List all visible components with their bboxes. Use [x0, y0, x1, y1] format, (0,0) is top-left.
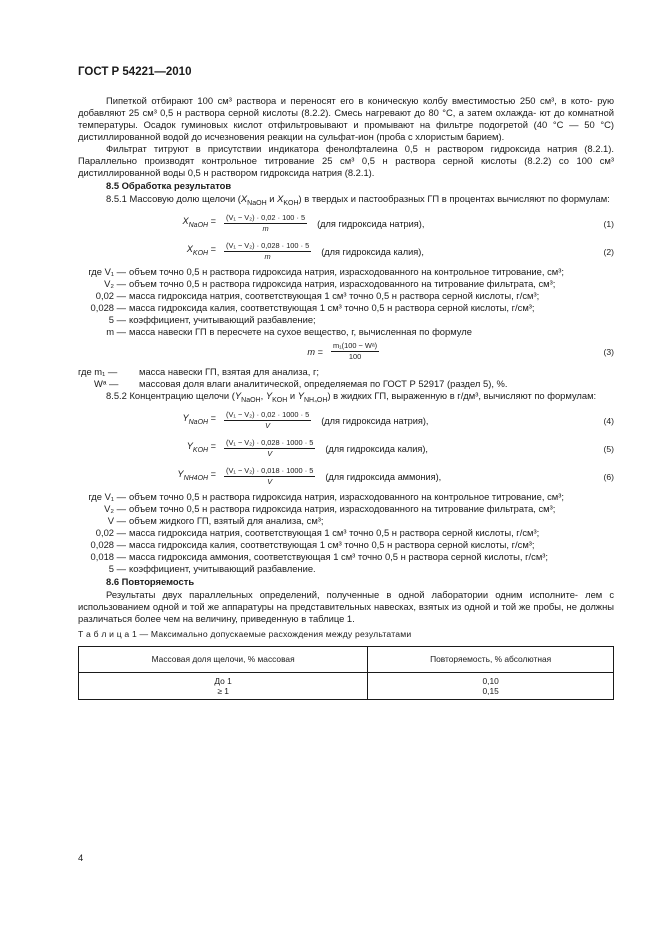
- page-content: [78, 95, 614, 700]
- formula-6-fraction: $\frac{\text{(V₁ − V₂) · 0,018 · 1000 · 5}}{V}$: [226, 466, 314, 487]
- paragraph-8-5-1: 8.5.1 Массовую долю щелочи ($X_{NaOH}$ и $X_{KOH}$) в твердых и пастообразных ГП в процентах вычисляют по формулам:: [106, 193, 610, 207]
- table-row: [79, 672, 614, 699]
- definition-item: 0,028 — масса гидроксида калия, соответствующая 1 см³ точно 0,5 н раствора серной кислоты, г/см³;: [90, 301, 535, 313]
- definition-item: m — масса навески ГП в пересчете на сухое вещество, г, вычисленная по формуле: [106, 325, 472, 337]
- definition-item: 5 — коэффициент, учитывающий разбавление;: [108, 313, 316, 325]
- table-cell: 0,10 0,15: [368, 672, 614, 699]
- paragraph-filtrate: Фильтрат титруют в присутствии индикатора фенолфталеина 0,5 н раствором гидроксида натрия (8.2.1). Параллельно производят контрольное титрование 25 см³ 0,5 н раствора серной кислоты (8.2.2) со 100 см³ дистиллированной воды 0,5 н раствором гидроксида натрия (8.2.1).: [78, 143, 614, 178]
- definition-item: V₂ — объем точно 0,5 н раствора гидроксида натрия, израсходованного на титрование фильтрата, см³;: [104, 502, 556, 514]
- definitions-list-3: [78, 491, 614, 575]
- equation-number: (3): [603, 346, 614, 357]
- equation-number: (1): [603, 218, 614, 229]
- definition-item: 5 — коэффициент, учитывающий разбавление.: [108, 562, 316, 574]
- equation-number: (5): [603, 443, 614, 454]
- formula-2: $X_{KOH}$ = $\frac{\text{(V₁ − V₂) · 0,028 · 100 · 5}}{m}$ (для гидроксида калия), (2): [186, 241, 614, 262]
- paragraph-repeatability: Результаты двух параллельных определений, полученные в одной лаборатории одним исполните- лем с использованием одной и той же аппаратуры на представительных навесках, взятых из одной и той же пробы, не должны различаться более чем на величину, приведенную в таблице 1.: [78, 588, 615, 624]
- paragraph-pipette: Пипеткой отбирают 100 см³ раствора и переносят его в коническую колбу вместимостью 250 см³, в кото- рую добавляют 25 см³ 0,5 н раствора серной кислоты (8.2.2). Смесь нагревают до 80 °С, а затем охлажда- ют до комнатной температуры. Осадок гуминовых кислот отфильтровывают и промывают на фильтре подогретой (40 °С — 50 °С) дистиллированной водой до исчезновения реакции на сульфат-ион (проба с хлористым барием).: [78, 95, 615, 142]
- section-8-6-title: 8.6 Повторяемость: [106, 575, 195, 587]
- definition-item: где V₁ — объем точно 0,5 н раствора гидроксида натрия, израсходованного на контрольное титрование, см³;: [88, 490, 564, 502]
- formula-3: m = $\frac{\text{m₁(100 − Wᵃ)}}{100}$ (3): [307, 341, 614, 362]
- page-number: 4: [78, 852, 84, 863]
- formula-6: $Y_{NH4OH}$ = $\frac{\text{(V₁ − V₂) · 0,018 · 1000 · 5}}{V}$ (для гидроксида аммония), (6): [177, 466, 614, 487]
- definitions-list-2: [78, 366, 614, 390]
- definition-item: где V₁ — объем точно 0,5 н раствора гидроксида натрия, израсходованного на контрольное титрование, см³;: [88, 265, 564, 277]
- equation-number: (2): [603, 246, 614, 257]
- definition-item: Wᵃ — массовая доля влаги аналитической, определяемая по ГОСТ Р 52917 (раздел 5), %.: [94, 377, 508, 389]
- definitions-list-1: [78, 266, 614, 338]
- definition-item: 0,02 — масса гидроксида натрия, соответствующая 1 см³ точно 0,5 н раствора серной кислоты, г/см³;: [95, 526, 540, 538]
- formula-2-fraction: $\frac{\text{(V₁ − V₂) · 0,028 · 100 · 5}}{m}$: [226, 241, 310, 262]
- paragraph-8-5-2: 8.5.2 Концентрацию щелочи ($Y_{NaOH}$, $Y_{KOH}$ и $Y_{NH_4OH}$) в жидких ГП, выраженную в г/дм³, вычисляют по формулам:: [106, 389, 597, 404]
- formula-5-fraction: $\frac{\text{(V₁ − V₂) · 0,028 · 1000 · 5}}{V}$: [226, 438, 314, 459]
- definition-item: 0,018 — масса гидроксида аммония, соответствующая 1 см³ точно 0,5 н раствора серной кислоты, г/см³;: [90, 550, 548, 562]
- formula-3-fraction: $\frac{\text{m₁(100 − Wᵃ)}}{100}$: [333, 341, 378, 362]
- table-cell: До 1 ≥ 1: [79, 672, 368, 699]
- definition-item: V — объем жидкого ГП, взятый для анализа, см³;: [107, 514, 324, 526]
- equation-number: (6): [603, 471, 614, 482]
- section-8-5-title: 8.5 Обработка результатов: [106, 180, 232, 191]
- formula-1-fraction: $\frac{\text{(V₁ − V₂) · 0,02 · 100 · 5}}{m}$: [226, 213, 306, 234]
- document-code-header: ГОСТ Р 54221—2010: [78, 66, 192, 78]
- table-header-cell: Повторяемость, % абсолютная: [368, 646, 614, 672]
- equation-number: (4): [603, 415, 614, 426]
- definition-item: 0,02 — масса гидроксида натрия, соответствующая 1 см³ точно 0,5 н раствора серной кислоты, г/см³;: [95, 289, 540, 301]
- table-1: [78, 646, 614, 700]
- formula-4-fraction: $\frac{\text{(V₁ − V₂) · 0,02 · 1000 · 5}}{V}$: [226, 410, 310, 431]
- definition-item: 0,028 — масса гидроксида калия, соответствующая 1 см³ точно 0,5 н раствора серной кислоты, г/см³;: [90, 538, 535, 550]
- definition-item: V₂ — объем точно 0,5 н раствора гидроксида натрия, израсходованного на титрование фильтрата, см³;: [104, 277, 556, 289]
- formula-5: $Y_{KOH}$ = $\frac{\text{(V₁ − V₂) · 0,028 · 1000 · 5}}{V}$ (для гидроксида калия), (5): [186, 438, 614, 459]
- formula-1: $X_{NaOH}$ = $\frac{\text{(V₁ − V₂) · 0,02 · 100 · 5}}{m}$ (для гидроксида натрия), (1): [182, 213, 614, 234]
- table-1-caption: Т а б л и ц а 1 — Максимально допускаемые расхождения между результатами: [78, 628, 412, 639]
- definition-item: где m₁ — масса навески ГП, взятая для анализа, г;: [78, 365, 320, 377]
- formula-4: $Y_{NaOH}$ = $\frac{\text{(V₁ − V₂) · 0,02 · 1000 · 5}}{V}$ (для гидроксида натрия), (4): [182, 410, 614, 431]
- table-header-cell: Массовая доля щелочи, % массовая: [79, 646, 368, 672]
